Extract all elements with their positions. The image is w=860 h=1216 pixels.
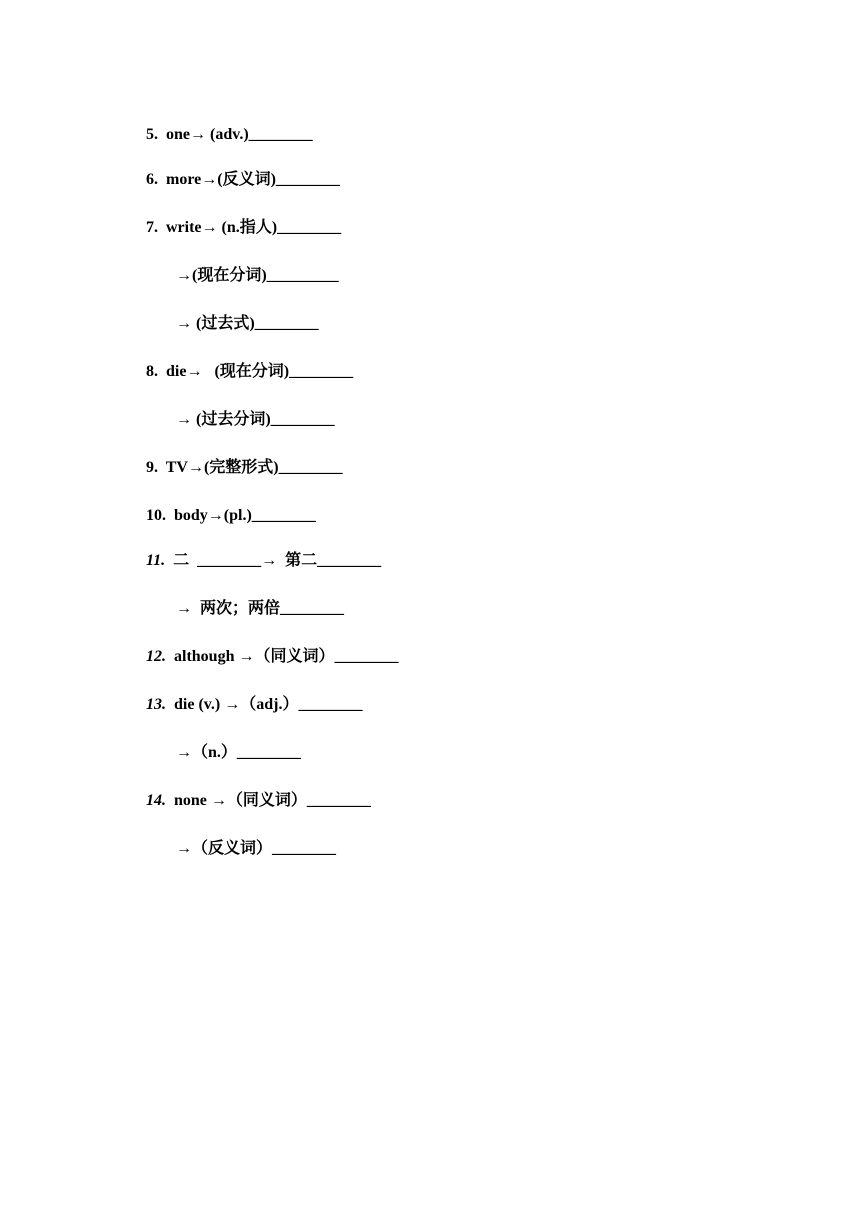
item-text: none →（同义词）________	[174, 792, 371, 809]
item-text: → 两次；两倍________	[176, 600, 345, 617]
item-number: 14.	[146, 792, 166, 809]
item-number: 6.	[146, 171, 158, 188]
item-number: 9.	[146, 459, 158, 476]
item-text: 二 ________→ 第二________	[173, 552, 382, 569]
item-text: → (过去式)________	[176, 315, 319, 332]
item-number: 8.	[146, 363, 158, 380]
item-text: → (过去分词)________	[176, 411, 335, 428]
item-number: 11.	[146, 552, 166, 569]
item-number: 10.	[146, 507, 166, 524]
item-text: TV→(完整形式)________	[165, 459, 343, 476]
item-number: 5.	[146, 126, 158, 143]
item-text: one→ (adv.)________	[166, 126, 313, 143]
item-text: die (v.) →（adj.）________	[174, 696, 363, 713]
item-text: →（n.）________	[176, 744, 301, 761]
item-number: 7.	[146, 219, 158, 236]
item-text: write→ (n.指人)________	[166, 219, 342, 236]
item-text: →(现在分词)_________	[176, 267, 339, 284]
item-number: 12.	[146, 648, 166, 665]
item-text: although →（同义词）________	[174, 648, 399, 665]
item-14-sub-1	[160, 819, 336, 879]
item-text: body→(pl.)________	[174, 507, 316, 524]
item-text: more→(反义词)________	[166, 171, 340, 188]
item-text: →（反义词）________	[176, 840, 337, 857]
item-text: die→ (现在分词)________	[166, 363, 354, 380]
item-number: 13.	[146, 696, 166, 713]
